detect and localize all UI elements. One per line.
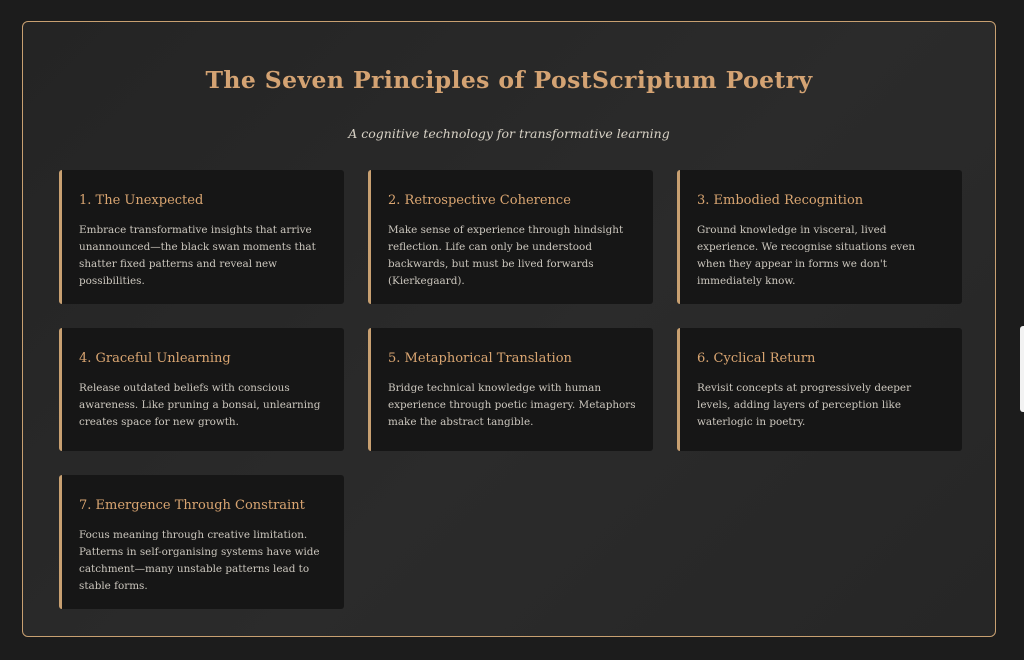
principle-description: Make sense of experience through hindsight reflection. Life can only be understood backwards, but must be lived forwards (Kierkegaard). [388, 224, 624, 287]
principle-title: 7. Emergence Through Constraint [79, 498, 305, 513]
principle-description: Release outdated beliefs with conscious awareness. Like pruning a bonsai, unlearning creates space for new growth. [79, 382, 321, 428]
principle-title: 6. Cyclical Return [697, 351, 816, 366]
principle-card-3 [677, 170, 962, 304]
principle-title: 3. Embodied Recognition [697, 193, 864, 208]
principle-description: Ground knowledge in visceral, lived experience. We recognise situations even when they appear in forms we don't immediately know. [697, 224, 916, 287]
principle-card-6 [677, 328, 962, 451]
principle-description: Focus meaning through creative limitation. Patterns in self-organising systems have wide catchment—many unstable patterns lead to stable forms. [79, 529, 320, 592]
principles-grid [59, 170, 963, 609]
principle-description: Bridge technical knowledge with human experience through poetic imagery. Metaphors make the abstract tangible. [388, 382, 636, 428]
principle-card-4 [59, 328, 344, 451]
principle-card-1 [59, 170, 344, 304]
principle-description: Revisit concepts at progressively deeper levels, adding layers of perception like waterlogic in poetry. [697, 382, 912, 428]
principle-title: 4. Graceful Unlearning [79, 351, 231, 366]
principle-description: Embrace transformative insights that arrive unannounced—the black swan moments that shatter fixed patterns and reveal new possibilities. [79, 224, 316, 287]
principles-panel [22, 21, 996, 637]
principle-card-2 [368, 170, 653, 304]
principle-title: 5. Metaphorical Translation [388, 351, 572, 366]
page-subtitle: A cognitive technology for transformative learning [348, 126, 670, 141]
page-title: The Seven Principles of PostScriptum Poetry [205, 66, 813, 94]
principle-title: 2. Retrospective Coherence [388, 193, 571, 208]
principle-card-7 [59, 475, 344, 609]
principle-card-5 [368, 328, 653, 451]
principle-title: 1. The Unexpected [79, 193, 204, 208]
edge-tab[interactable] [1020, 326, 1024, 412]
